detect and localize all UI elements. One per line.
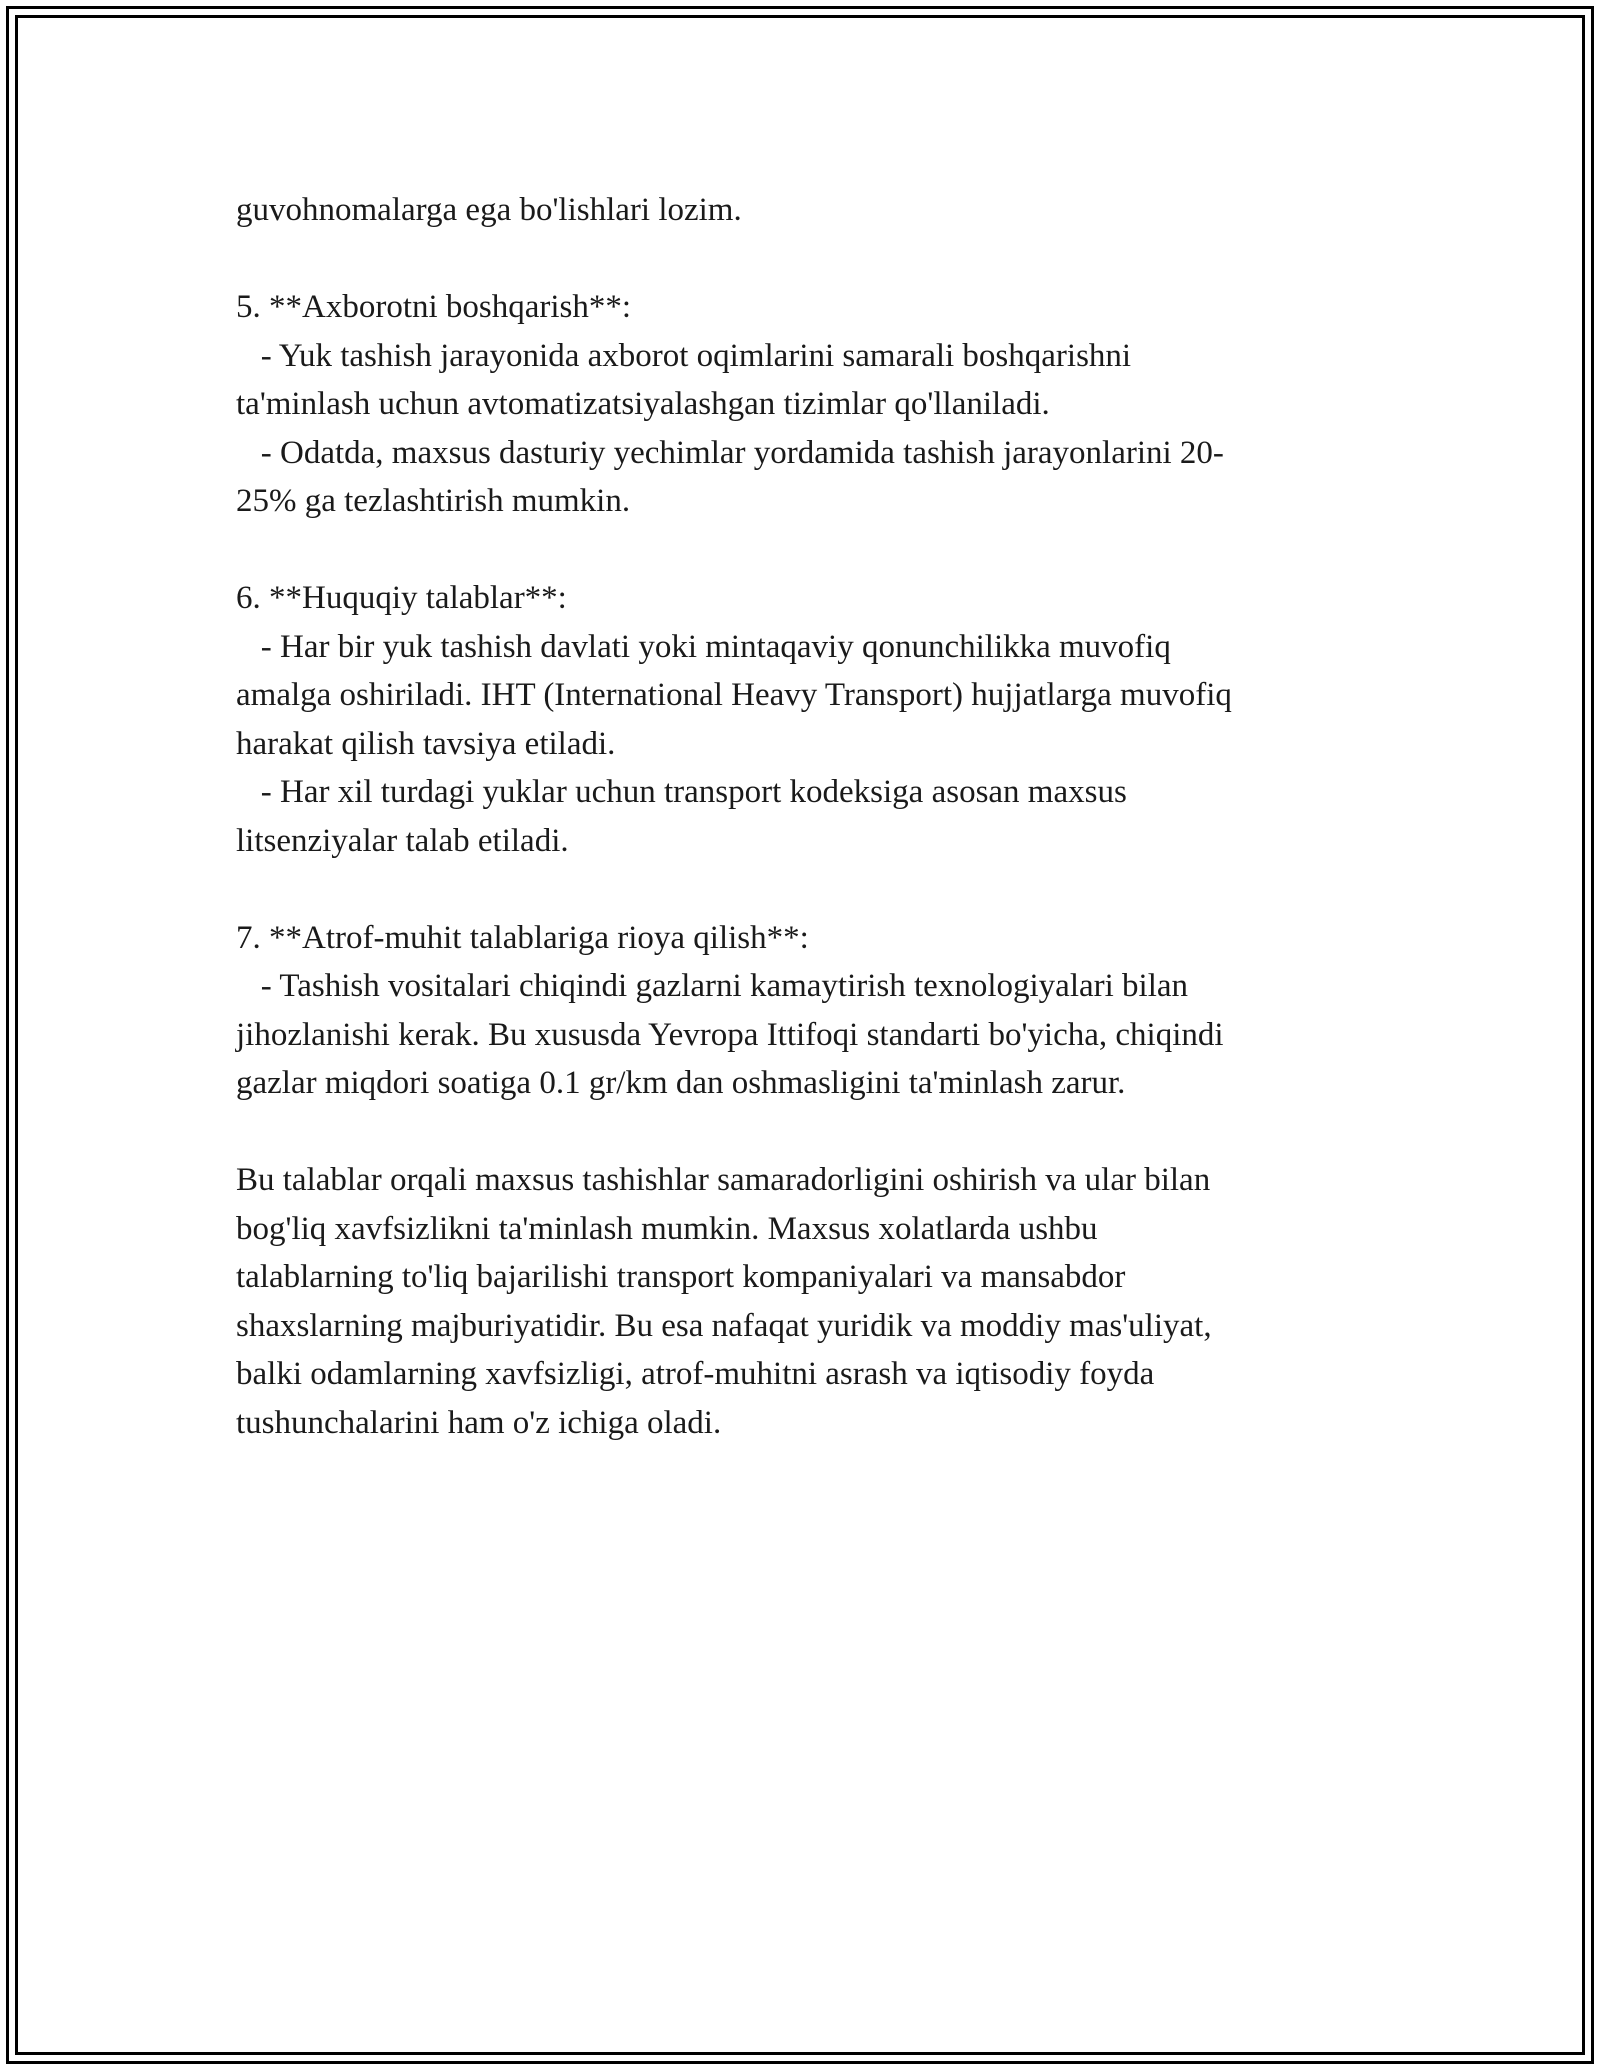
text-line: - Yuk tashish jarayonida axborot oqimlarini samarali boshqarishni	[236, 337, 1132, 374]
blank-line	[236, 865, 1366, 914]
blank-line	[236, 526, 1366, 575]
section-heading: 6. **Huquqiy talablar**:	[236, 580, 567, 616]
text-line: jihozlanishi kerak. Bu xususda Yevropa Ittifoqi standarti bo'yicha, chiqindi	[236, 1016, 1224, 1053]
blank-line	[236, 1108, 1366, 1157]
text-line: bog'liq xavfsizlikni ta'minlash mumkin. Maxsus xolatlarda ushbu	[236, 1210, 1098, 1247]
text-line: ta'minlash uchun avtomatizatsiyalashgan tizimlar qo'llaniladi.	[236, 386, 1050, 422]
text-line: 25% ga tezlashtirish mumkin.	[236, 483, 631, 519]
conclusion-paragraph	[236, 1156, 1366, 1447]
text-line: harakat qilish tavsiya etiladi.	[236, 725, 616, 762]
text-line: - Har bir yuk tashish davlati yoki mintaqaviy qonunchilikka muvofiq	[236, 628, 1171, 665]
section-heading: 5. **Axborotni boshqarish**:	[236, 289, 632, 325]
text-line: talablarning to'liq bajarilishi transport kompaniyalari va mansabdor	[236, 1259, 1126, 1295]
continuation-paragraph	[236, 186, 1366, 235]
section-7	[236, 914, 1366, 1108]
section-heading: 7. **Atrof-muhit talablariga rioya qilish**:	[236, 919, 809, 956]
text-line: litsenziyalar talab etiladi.	[236, 822, 569, 859]
text-line: - Tashish vositalari chiqindi gazlarni kamaytirish texnologiyalari bilan	[236, 968, 1189, 1004]
blank-line	[236, 235, 1366, 284]
text-line: Bu talablar orqali maxsus tashishlar samaradorligini oshirish va ular bilan	[236, 1162, 1211, 1198]
text-line: gazlar miqdori soatiga 0.1 gr/km dan oshmasligini ta'minlash zarur.	[236, 1065, 1126, 1101]
text-line: guvohnomalarga ega bo'lishlari lozim.	[236, 192, 742, 228]
section-6	[236, 574, 1366, 865]
text-line: - Odatda, maxsus dasturiy yechimlar yordamida tashish jarayonlarini 20-	[236, 434, 1224, 471]
document-body	[236, 186, 1366, 1447]
section-5	[236, 283, 1366, 526]
text-line: balki odamlarning xavfsizligi, atrof-muhitni asrash va iqtisodiy foyda	[236, 1356, 1155, 1392]
text-line: amalga oshiriladi. IHT (International Heavy Transport) hujjatlarga muvofiq	[236, 677, 1232, 713]
text-line: shaxslarning majburiyatidir. Bu esa nafaqat yuridik va moddiy mas'uliyat,	[236, 1307, 1212, 1344]
text-line: tushunchalarini ham o'z ichiga oladi.	[236, 1404, 722, 1441]
text-line: - Har xil turdagi yuklar uchun transport kodeksiga asosan maxsus	[236, 774, 1127, 810]
